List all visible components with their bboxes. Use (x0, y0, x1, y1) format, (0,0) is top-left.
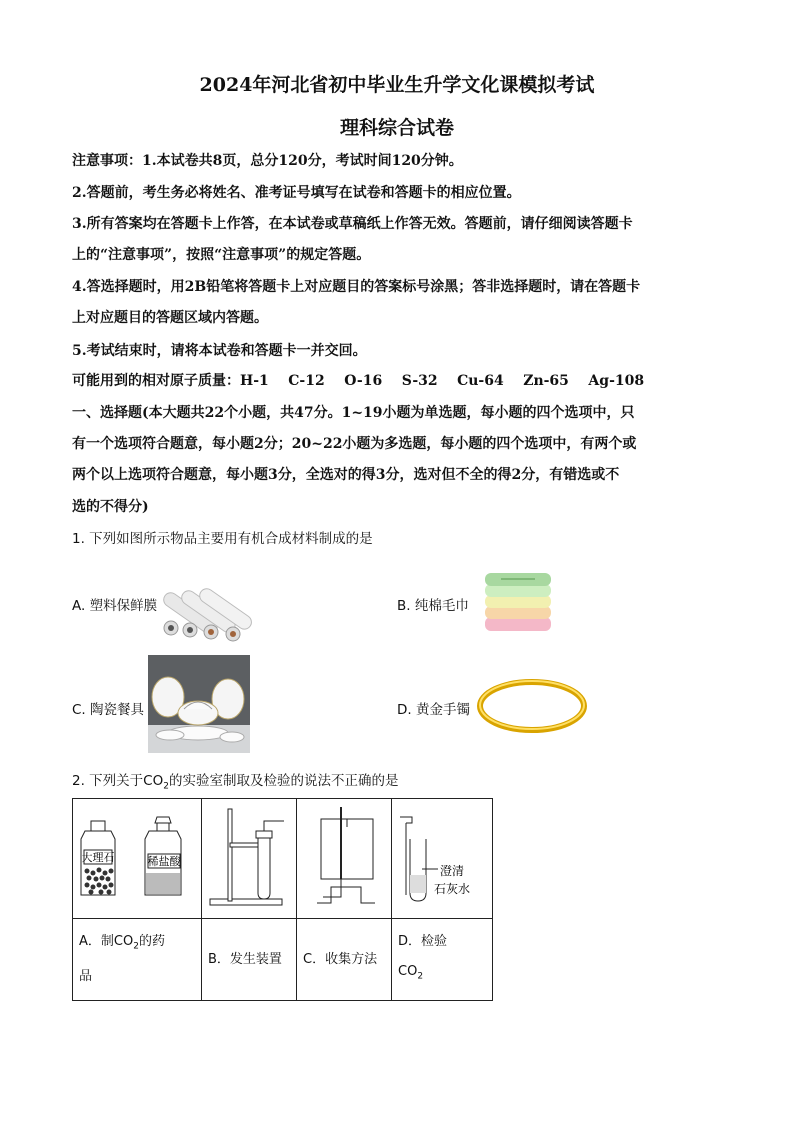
q1-option-c: C. 陶瓷餐具 (72, 702, 145, 718)
note-line: 注意事项：1.本试卷共8页，总分120分，考试时间120分钟。 (72, 153, 463, 169)
question-1-stem: 1. 下列如图所示物品主要用有机合成材料制成的是 (72, 531, 373, 547)
cotton-towels-image (481, 567, 557, 637)
acid-label: 稀盐酸 (147, 855, 181, 868)
limewater-label-1: 澄清 (440, 864, 465, 878)
note-line: 3.所有答案均在答题卡上作答，在本试卷或草稿纸上作答无效。答题前，请仔细阅读答题卡 (72, 216, 633, 232)
section-header-line: 有一个选项符合题意，每小题2分；20~22小题为多选题，每小题的四个选项中，有两个或 (72, 436, 637, 452)
note-line: 5.考试结束时，请将本试卷和答题卡一并交回。 (72, 343, 367, 359)
plastic-wrap-rolls-image (163, 584, 255, 642)
collection-figure-cell (297, 799, 392, 919)
atomic-mass-line: 可能用到的相对原子质量：H-1 C-12 O-16 S-32 Cu-64 Zn-65 Ag-108 (72, 373, 645, 389)
q1-option-a: A. 塑料保鲜膜 (72, 598, 158, 614)
reagents-figure-cell (73, 799, 202, 919)
note-line: 上的“注意事项”，按照“注意事项”的规定答题。 (72, 247, 371, 263)
section-header-line: 一、选择题(本大题共22个小题，共47分。1~19小题为单选题，每小题的四个选项中，只 (72, 405, 635, 421)
section-header-line: 选的不得分) (72, 499, 149, 515)
note-line: 上对应题目的答题区域内答题。 (72, 310, 268, 326)
question-2-stem: 2. 下列关于$CO_2$的实验室制取及检验的说法不正确的是 (72, 773, 399, 792)
cell-c-collection: C．收集方法 (297, 919, 392, 1001)
section-header-line: 两个以上选项符合题意，每小题3分，全选对的得3分，选对但不全的得2分，有错选或不 (72, 467, 620, 483)
cell-b-generator: B．发生装置 (202, 919, 297, 1001)
limewater-label-2: 石灰水 (434, 882, 471, 896)
marble-label: 大理石 (81, 851, 115, 864)
note-line: 2.答题前，考生务必将姓名、准考证号填写在试卷和答题卡的相应位置。 (72, 185, 521, 201)
co2-experiment-table (72, 798, 493, 1001)
exam-title: 2024年河北省初中毕业生升学文化课模拟考试 (199, 74, 595, 96)
test-figure-cell (392, 799, 493, 919)
cell-a-drugs: A．制$CO_2$的药 品 (73, 919, 202, 1001)
generator-figure-cell (202, 799, 297, 919)
q1-option-d: D. 黄金手镯 (397, 702, 470, 718)
q1-option-b: B. 纯棉毛巾 (397, 598, 469, 614)
gold-bracelet-image (476, 677, 588, 735)
note-line: 4.答选择题时，用2B铅笔将答题卡上对应题目的答案标号涂黑；答非选择题时，请在答题卡 (72, 279, 641, 295)
exam-subtitle: 理科综合试卷 (339, 117, 454, 139)
cell-d-test: D．检验 $CO_2$ (392, 919, 493, 1001)
ceramic-tableware-image (148, 655, 250, 753)
